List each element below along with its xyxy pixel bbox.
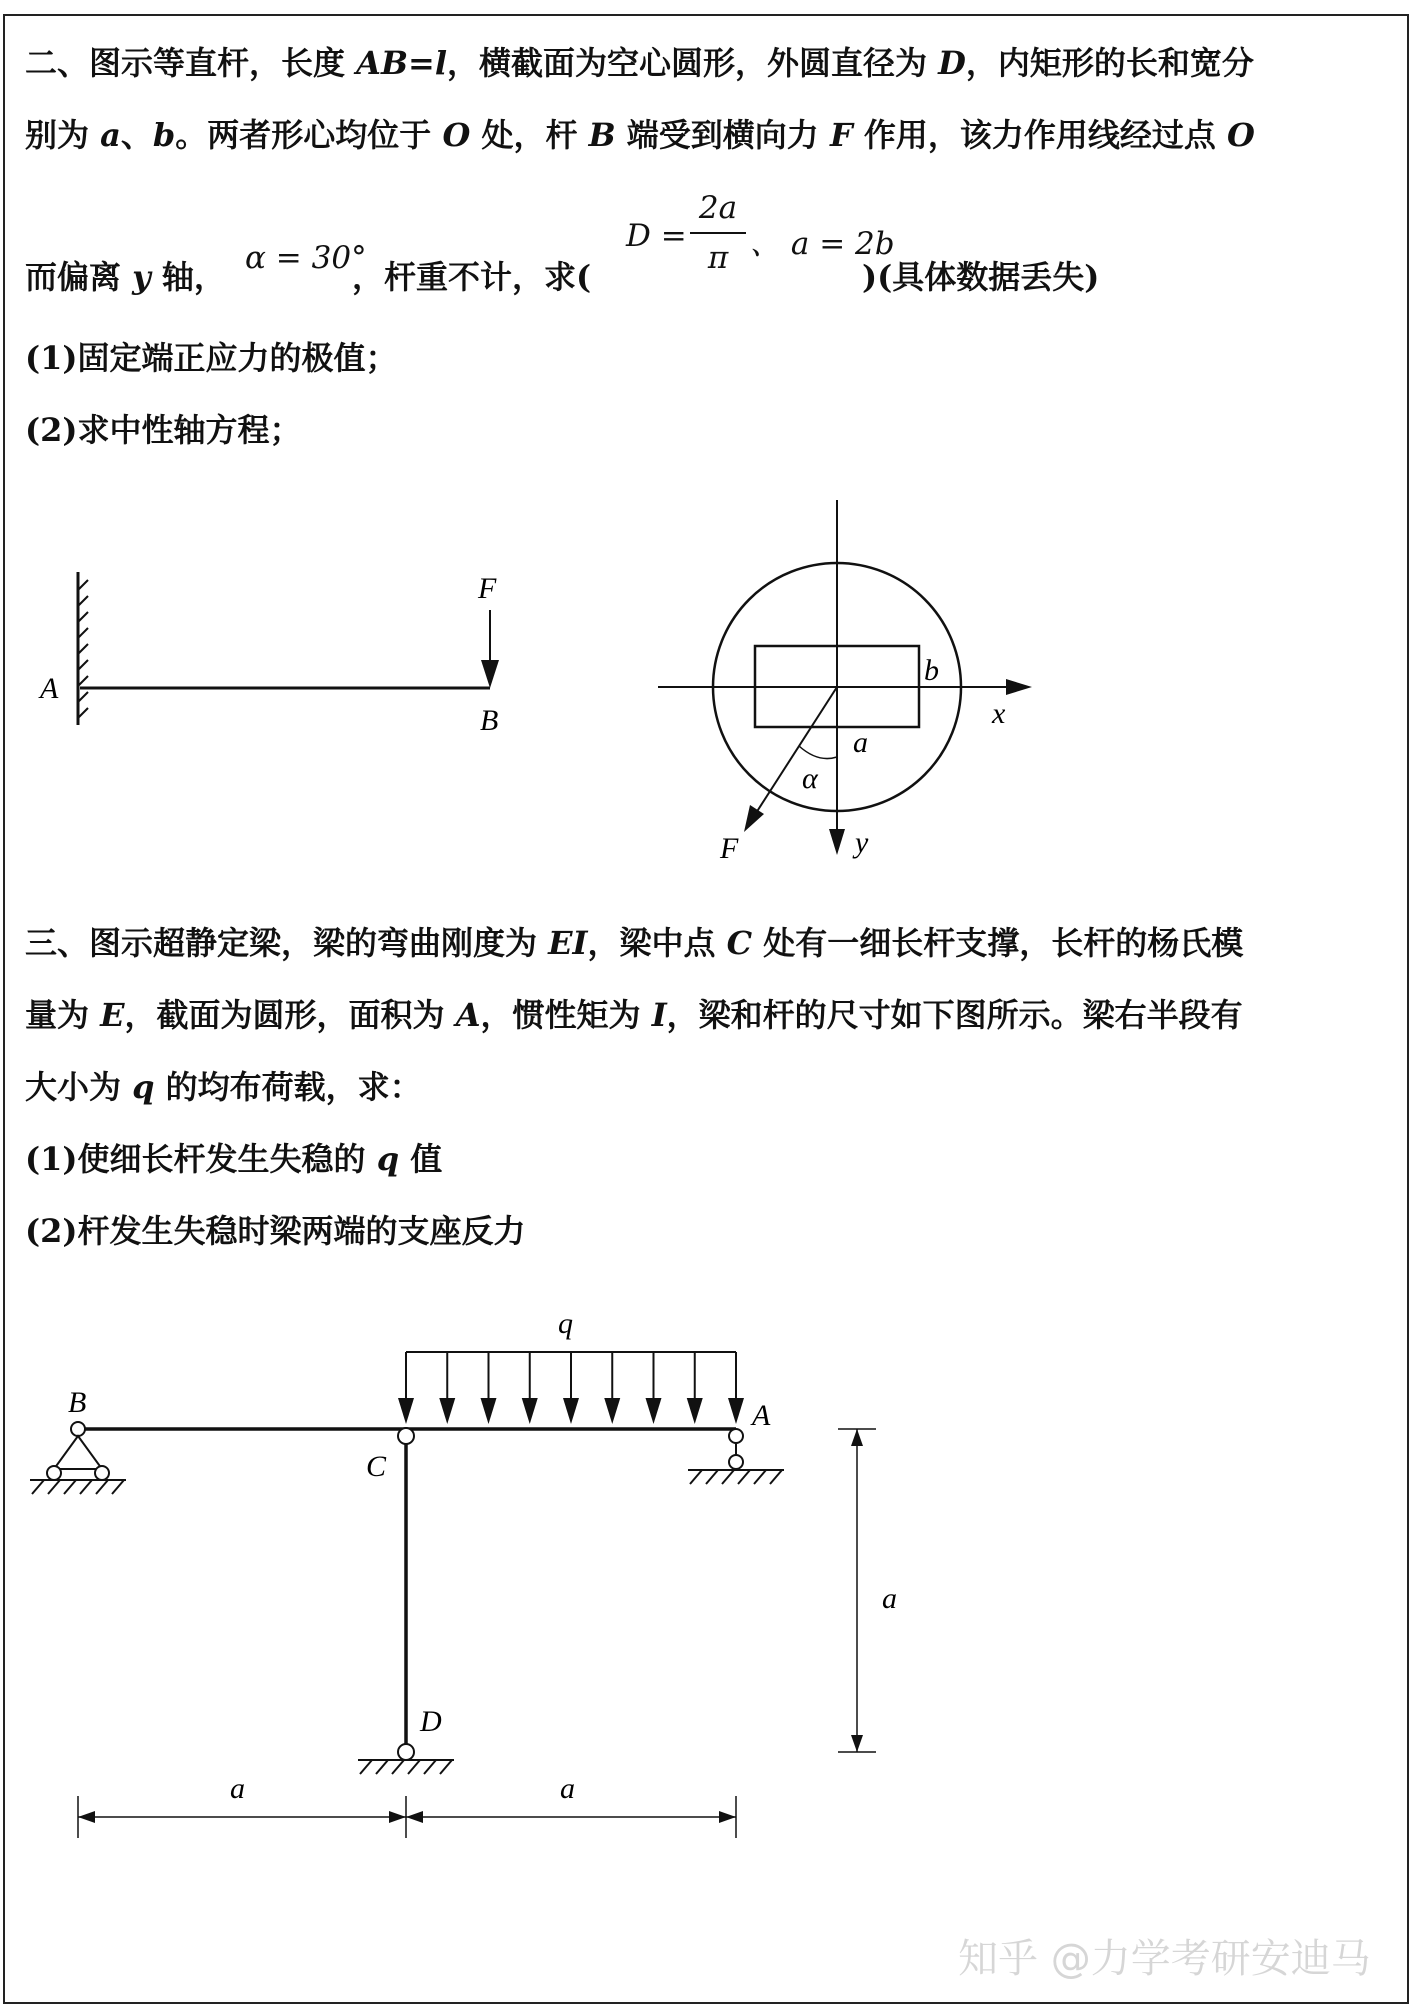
label-B: B: [480, 704, 499, 737]
hdim-arrow-4: [719, 1811, 736, 1823]
problem3-line3: 大小为 q 的均布荷载，求：: [25, 1068, 422, 1106]
label-D: D: [420, 1705, 442, 1738]
alpha-equation: α = 30°: [245, 240, 367, 276]
label-q: q: [558, 1307, 573, 1340]
load-arrow-head: [439, 1398, 455, 1424]
hinge-A: [729, 1429, 743, 1443]
support-B-pin-right: [95, 1466, 109, 1480]
formula-numerator: 2a: [698, 190, 738, 226]
load-arrow-head: [728, 1398, 744, 1424]
formula-rest: 、 a = 2b: [750, 226, 895, 262]
label-a: a: [853, 726, 868, 759]
label-F: F: [478, 572, 497, 605]
problem2-line3-mid: ，杆重不计，求(: [352, 258, 592, 296]
vdim-arrow-bottom: [851, 1735, 863, 1752]
support-A-roller: [729, 1455, 743, 1469]
label-A: A: [752, 1399, 771, 1432]
label-b: b: [924, 654, 939, 687]
label-A: A: [40, 672, 59, 705]
y-axis-arrow: [829, 829, 845, 855]
hdim-arrow-3: [406, 1811, 423, 1823]
problem3-line1: 三、图示超静定梁，梁的弯曲刚度为 EI，梁中点 C 处有一细长杆支撑，长杆的杨氏模: [25, 924, 1244, 962]
alpha-arc: [799, 746, 837, 759]
load-arrow-head: [687, 1398, 703, 1424]
force-F-arrowhead: [744, 805, 764, 832]
problem3-question1: (1)使细长杆发生失稳的 q 值: [25, 1140, 443, 1178]
hdim-arrow-2: [389, 1811, 406, 1823]
watermark: 知乎 @力学考研安迪马: [958, 1936, 1371, 1982]
label-y: y: [855, 826, 869, 859]
problem2-question1: (1)固定端正应力的极值；: [25, 339, 398, 377]
hinge-B: [71, 1422, 85, 1436]
formula-denominator: π: [707, 240, 729, 276]
hinge-D: [398, 1744, 414, 1760]
cross-section-figure: [650, 495, 1050, 875]
label-C: C: [366, 1450, 387, 1483]
formula-fraction-bar: [690, 232, 746, 234]
hinge-C: [398, 1428, 414, 1444]
label-B: B: [68, 1386, 87, 1419]
vdim-arrow-top: [851, 1429, 863, 1446]
label-a-left: a: [230, 1772, 245, 1805]
load-arrow-head: [522, 1398, 538, 1424]
formula-lhs: D =: [626, 218, 687, 254]
support-A-hatch: [690, 1470, 782, 1484]
beam-figure: [20, 1290, 920, 1850]
force-F-line: [756, 687, 837, 813]
load-arrow-head: [481, 1398, 497, 1424]
label-alpha: α: [802, 762, 818, 795]
hdim-arrow-1: [78, 1811, 95, 1823]
load-arrow-head: [398, 1398, 414, 1424]
force-arrow-head: [481, 660, 499, 688]
label-F: F: [720, 832, 739, 865]
support-B-hatch: [32, 1480, 124, 1494]
x-axis-arrow: [1006, 679, 1032, 695]
load-arrow-head: [604, 1398, 620, 1424]
label-a-right: a: [560, 1772, 575, 1805]
support-D-hatch: [360, 1760, 452, 1774]
problem2-line1: 二、图示等直杆，长度 AB=l，横截面为空心圆形，外圆直径为 D，内矩形的长和宽分: [25, 44, 1254, 82]
support-B-pin-left: [47, 1466, 61, 1480]
problem3-question2: (2)杆发生失稳时梁两端的支座反力: [25, 1212, 526, 1250]
load-arrow-head: [646, 1398, 662, 1424]
problem2-question2: (2)求中性轴方程；: [25, 411, 302, 449]
problem2-line2: 别为 a、b。两者形心均位于 O 处，杆 B 端受到横向力 F 作用，该力作用线经过点 O: [25, 116, 1255, 154]
cantilever-figure: [30, 560, 530, 760]
label-a-vertical: a: [882, 1582, 897, 1615]
problem2-line3-left: 而偏离 y 轴，: [25, 258, 226, 296]
load-arrows: [398, 1352, 744, 1424]
load-arrow-head: [563, 1398, 579, 1424]
problem3-line2: 量为 E，截面为圆形，面积为 A，惯性矩为 I，梁和杆的尺寸如下图所示。梁右半段有: [25, 996, 1243, 1034]
label-x: x: [992, 697, 1006, 730]
support-B-triangle: [54, 1436, 102, 1469]
problem2-line3-right: )(具体数据丢失): [862, 258, 1100, 296]
